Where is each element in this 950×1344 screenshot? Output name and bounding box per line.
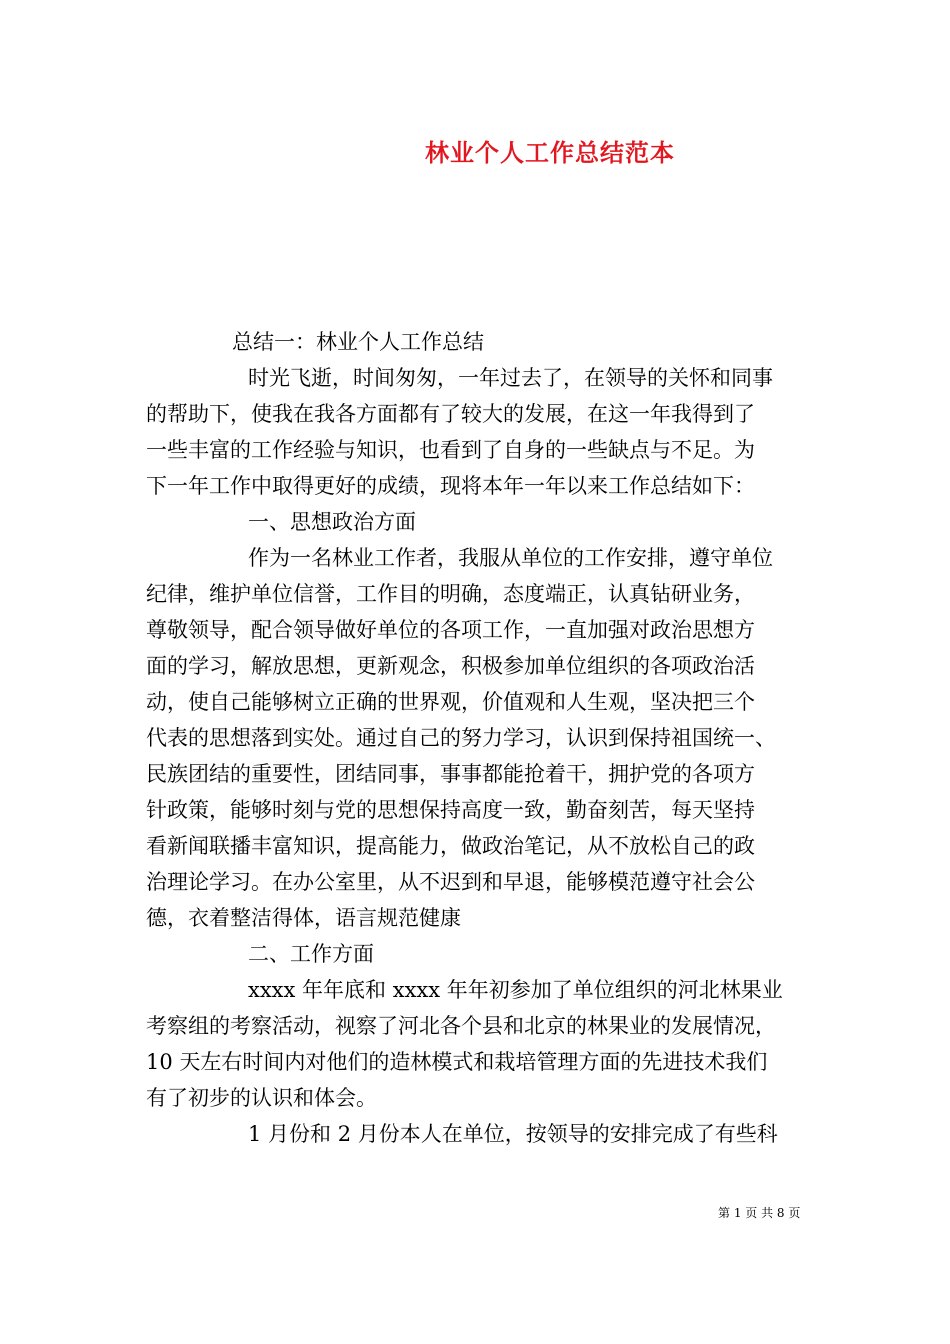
- section-heading-work: 二、工作方面: [248, 942, 374, 966]
- section-heading-politics: 一、思想政治方面: [248, 510, 416, 534]
- paragraph-line: 10 天左右时间内对他们的造林模式和栽培管理方面的先进技术我们: [146, 1050, 768, 1074]
- paragraph-line: 面的学习，解放思想，更新观念，积极参加单位组织的各项政治活: [146, 654, 755, 678]
- paragraph-line: 看新闻联播丰富知识，提高能力，做政治笔记，从不放松自己的政: [146, 834, 755, 858]
- paragraph-line: 德，衣着整洁得体，语言规范健康: [146, 906, 461, 930]
- paragraph-line: 时光飞逝，时间匆匆，一年过去了，在领导的关怀和同事: [248, 366, 773, 390]
- paragraph-line: 下一年工作中取得更好的成绩，现将本年一年以来工作总结如下：: [146, 474, 755, 498]
- page-number: 第 1 页 共 8 页: [718, 1206, 801, 1220]
- paragraph-line: xxxx 年年底和 xxxx 年年初参加了单位组织的河北林果业: [248, 978, 783, 1002]
- paragraph-line: 动，使自己能够树立正确的世界观，价值观和人生观，坚决把三个: [146, 690, 755, 714]
- paragraph-line: 民族团结的重要性，团结同事，事事都能抢着干，拥护党的各项方: [146, 762, 755, 786]
- paragraph-line: 代表的思想落到实处。通过自己的努力学习，认识到保持祖国统一、: [146, 726, 776, 750]
- paragraph-line: 的帮助下，使我在我各方面都有了较大的发展，在这一年我得到了: [146, 402, 755, 426]
- paragraph-line: 1 月份和 2 月份本人在单位，按领导的安排完成了有些科: [248, 1122, 778, 1146]
- paragraph-line: 纪律，维护单位信誉，工作目的明确，态度端正，认真钻研业务，: [146, 582, 755, 606]
- paragraph-line: 作为一名林业工作者，我服从单位的工作安排，遵守单位: [248, 546, 773, 570]
- paragraph-line: 尊敬领导，配合领导做好单位的各项工作，一直加强对政治思想方: [146, 618, 755, 642]
- paragraph-line: 针政策，能够时刻与党的思想保持高度一致，勤奋刻苦，每天坚持: [146, 798, 755, 822]
- paragraph-line: 一些丰富的工作经验与知识，也看到了自身的一些缺点与不足。为: [146, 438, 755, 462]
- paragraph-line: 有了初步的认识和体会。: [146, 1086, 377, 1110]
- section-heading-summary-one: 总结一：林业个人工作总结: [232, 330, 484, 354]
- paragraph-line: 治理论学习。在办公室里，从不迟到和早退，能够模范遵守社会公: [146, 870, 755, 894]
- document-title: 林业个人工作总结范本: [425, 138, 675, 167]
- paragraph-line: 考察组的考察活动，视察了河北各个县和北京的林果业的发展情况，: [146, 1014, 776, 1038]
